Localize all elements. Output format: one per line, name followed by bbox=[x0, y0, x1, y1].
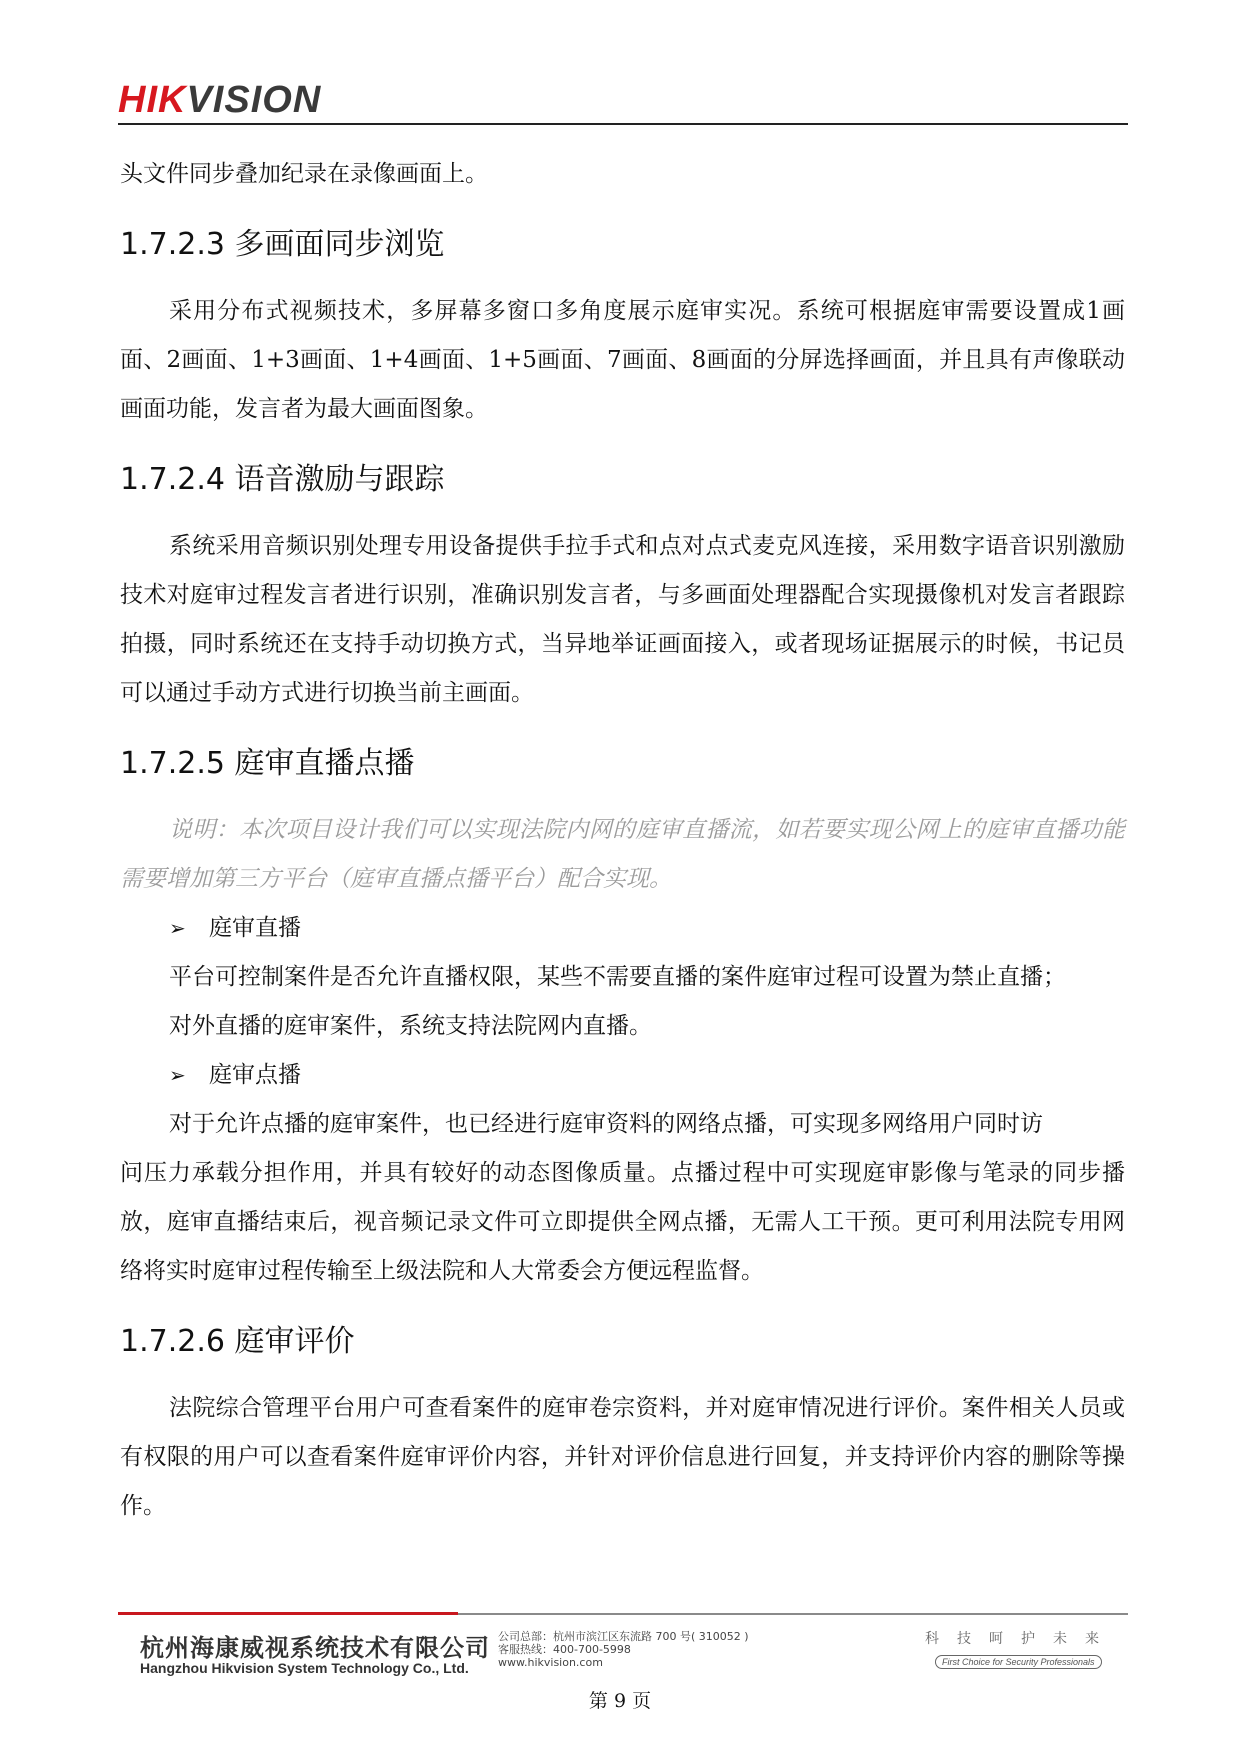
section-paragraph: 采用分布式视频技术，多屏幕多窗口多角度展示庭审实况。系统可根据庭审需要设置成1画面、2画面、1+3画面、1+4画面、1+5画面、7画面、8画面的分屏选择画面，并且具有声像联动画面功能，发言者为最大画面图象。 bbox=[120, 298, 1125, 422]
bullet-live bbox=[120, 904, 1125, 953]
slogan: 科技呵护未来 bbox=[925, 1631, 1117, 1647]
hotline: 客服热线：400-700-5998 bbox=[498, 1643, 631, 1656]
page-number: 第 9 页 bbox=[588, 1690, 652, 1712]
bullet-text: 对于允许点播的庭审案件，也已经进行庭审资料的网络点播，可实现多网络用户同时访 bbox=[169, 1111, 1043, 1137]
website: www.hikvision.com bbox=[498, 1656, 603, 1669]
section-paragraph: 系统采用音频识别处理专用设备提供手拉手式和点对点式麦克风连接，采用数字语音识别激励技术对庭审过程发言者进行识别，准确识别发言者，与多画面处理器配合实现摄像机对发言者跟踪拍摄，同时系统还在支持手动切换方式，当异地举证画面接入，或者现场证据展示的时候，书记员可以通过手动方式进行切换当前主画面。 bbox=[120, 533, 1125, 706]
section-title-1-7-2-5: 1.7.2.5 庭审直播点播 bbox=[120, 746, 415, 781]
bullet-label: 庭审点播 bbox=[209, 1062, 301, 1088]
header-divider bbox=[118, 123, 1128, 125]
address: 公司总部：杭州市滨江区东流路 700 号( 310052 ) bbox=[498, 1630, 749, 1643]
hikvision-logo bbox=[118, 78, 321, 122]
bullet-label: 庭审直播 bbox=[209, 915, 301, 941]
logo-hik: HIK bbox=[118, 79, 187, 121]
arrow-bullet-icon: ➢ bbox=[169, 916, 186, 940]
document-body bbox=[120, 150, 1125, 1531]
footer-divider-red bbox=[118, 1612, 458, 1615]
section-title-1-7-2-4: 1.7.2.4 语音激励与跟踪 bbox=[120, 462, 445, 497]
slogan-en: First Choice for Security Professionals bbox=[935, 1655, 1102, 1669]
contact-info bbox=[498, 1630, 749, 1669]
footer-divider-gray bbox=[458, 1613, 1128, 1615]
bullet-text: 对外直播的庭审案件，系统支持法院网内直播。 bbox=[169, 1013, 652, 1039]
note-paragraph: 说明：本次项目设计我们可以实现法院内网的庭审直播流，如若要实现公网上的庭审直播功能需要增加第三方平台（庭审直播点播平台）配合实现。 bbox=[120, 817, 1125, 892]
section-title-1-7-2-3: 1.7.2.3 多画面同步浏览 bbox=[120, 227, 445, 262]
intro-line: 头文件同步叠加纪录在录像画面上。 bbox=[120, 161, 488, 187]
bullet-vod bbox=[120, 1051, 1125, 1100]
section-paragraph: 法院综合管理平台用户可查看案件的庭审卷宗资料，并对庭审情况进行评价。案件相关人员或有权限的用户可以查看案件庭审评价内容，并针对评价信息进行回复，并支持评价内容的删除等操作。 bbox=[120, 1395, 1125, 1519]
company-name-cn: 杭州海康威视系统技术有限公司 bbox=[140, 1634, 490, 1662]
arrow-bullet-icon: ➢ bbox=[169, 1063, 186, 1087]
logo-vision: VISION bbox=[186, 79, 322, 121]
bullet-text: 平台可控制案件是否允许直播权限，某些不需要直播的案件庭审过程可设置为禁止直播； bbox=[169, 964, 1066, 990]
section-title-1-7-2-6: 1.7.2.6 庭审评价 bbox=[120, 1324, 355, 1359]
company-name-en: Hangzhou Hikvision System Technology Co., Ltd. bbox=[140, 1660, 469, 1676]
bullet-text-continued: 问压力承载分担作用，并具有较好的动态图像质量。点播过程中可实现庭审影像与笔录的同步播放，庭审直播结束后，视音频记录文件可立即提供全网点播，无需人工干预。更可利用法院专用网络将实时庭审过程传输至上级法院和人大常委会方便远程监督。 bbox=[120, 1160, 1125, 1284]
